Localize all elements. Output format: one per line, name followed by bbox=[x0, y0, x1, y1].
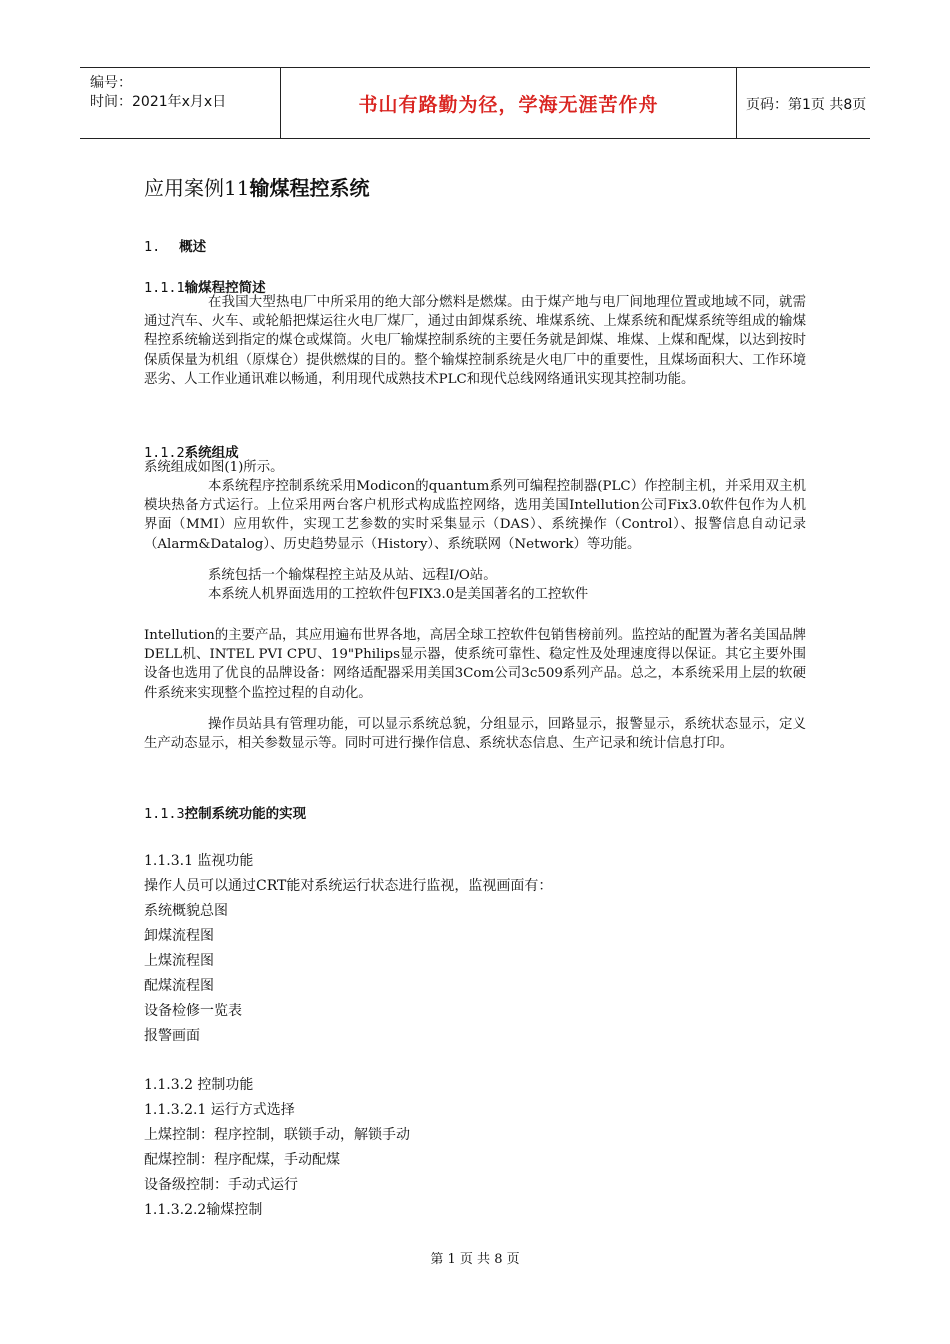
page-header bbox=[80, 67, 870, 139]
page-code: 页码：第1页 共8页 bbox=[746, 97, 867, 113]
section-number: 1.1.3 bbox=[144, 806, 185, 822]
title-prefix: 应用案例11 bbox=[144, 176, 250, 200]
list-item: 配煤流程图 bbox=[144, 978, 214, 994]
header-right-cell bbox=[736, 68, 870, 138]
list-item: 系统概貌总图 bbox=[144, 903, 228, 919]
section-text: 输煤程控简述 bbox=[184, 280, 266, 296]
subsection-conveyor-control: 1.1.3.2.2输煤控制 bbox=[144, 1202, 263, 1218]
subsection-control: 1.1.3.2 控制功能 bbox=[144, 1077, 254, 1093]
paragraph-intellution: Intellution的主要产品，其应用遍布世界各地，高居全球工控软件包销售榜前列。监控站的配置为著名美国品牌DELL机、INTEL PVI CPU、19"Philips显示器，使系统可靠性、稳定性及处理速度得以保证。其它主要外围设备也选用了优良的品牌设备：网络适配器采用美国3Com公司3c509系列产品。总之，本系统采用上层的软硬件系统来实现整个监控过程的自动化。 bbox=[144, 628, 806, 701]
paragraph-system-plc: 本系统程序控制系统采用Modicon的quantum系列可编程控制器(PLC）作控制主机，并采用双主机模块热备方式运行。上位采用两台客户机形式构成监控网络，选用美国Intellution公司Fix3.0软件包作为人机界面（MMI）应用软件，实现工艺参数的实时采集显示（DAS）、系统操作（Control）、报警信息自动记录（Alarm&Datalog）、历史趋势显示（History）、系统联网（Network）等功能。 bbox=[144, 479, 806, 552]
monitor-description: 操作人员可以通过CRT能对系统运行状态进行监视，监视画面有： bbox=[144, 878, 553, 894]
section-number: 1.1.1 bbox=[144, 280, 185, 296]
section-text: 系统组成 bbox=[184, 445, 239, 461]
list-item: 设备检修一览表 bbox=[144, 1003, 242, 1019]
section-heading-1 bbox=[144, 235, 206, 255]
list-item: 设备级控制：手动式运行 bbox=[144, 1177, 298, 1193]
list-item: 上煤流程图 bbox=[144, 953, 214, 969]
paragraph-operator-station: 操作员站具有管理功能，可以显示系统总貌，分组显示，回路显示，报警显示，系统状态显示，定义生产动态显示，相关参数显示等。同时可进行操作信息、系统状态信息、生产记录和统计信息打印。 bbox=[144, 717, 806, 752]
list-item: 报警画面 bbox=[144, 1028, 200, 1044]
section-number: 1. bbox=[144, 239, 161, 255]
section-heading-1-1-3 bbox=[144, 802, 306, 822]
subsection-run-mode: 1.1.3.2.1 运行方式选择 bbox=[144, 1102, 295, 1118]
document-title bbox=[144, 172, 369, 201]
document-number-label: 编号： bbox=[90, 75, 132, 91]
list-item: 卸煤流程图 bbox=[144, 928, 214, 944]
paragraph-fix-software: 本系统人机界面选用的工控软件包FIX3.0是美国著名的工控软件 bbox=[208, 587, 589, 602]
subsection-monitor: 1.1.3.1 监视功能 bbox=[144, 853, 254, 869]
paragraph-figure-ref: 系统组成如图(1)所示。 bbox=[144, 460, 284, 475]
header-center-cell bbox=[280, 68, 737, 138]
title-main: 输煤程控系统 bbox=[249, 176, 370, 200]
list-item: 配煤控制：程序配煤，手动配煤 bbox=[144, 1152, 340, 1168]
section-text: 概述 bbox=[179, 239, 207, 255]
header-motto: 书山有路勤为径，学海无涯苦作舟 bbox=[358, 94, 659, 116]
section-text: 控制系统功能的实现 bbox=[184, 806, 307, 822]
list-item: 上煤控制：程序控制，联锁手动，解锁手动 bbox=[144, 1127, 410, 1143]
paragraph-stations: 系统包括一个输煤程控主站及从站、远程I/O站。 bbox=[208, 568, 497, 583]
page-footer: 第 1 页 共 8 页 bbox=[430, 1252, 520, 1267]
document-date: 时间：2021年x月x日 bbox=[90, 94, 227, 110]
section-number: 1.1.2 bbox=[144, 445, 185, 461]
paragraph-overview: 在我国大型热电厂中所采用的绝大部分燃料是燃煤。由于煤产地与电厂间地理位置或地域不同，就需通过汽车、火车、或轮船把煤运往火电厂煤厂，通过由卸煤系统、堆煤系统、上煤系统和配煤系统等组成的输煤程控系统输送到指定的煤仓或煤筒。火电厂输煤控制系统的主要任务就是卸煤、堆煤、上煤和配煤，以达到按时保质保量为机组（原煤仓）提供燃煤的目的。整个输煤控制系统是火电厂中的重要性，且煤场面积大、工作环境恶劣、人工作业通讯难以畅通，利用现代成熟技术PLC和现代总线网络通讯实现其控制功能。 bbox=[144, 295, 806, 387]
header-left-cell bbox=[80, 68, 280, 138]
